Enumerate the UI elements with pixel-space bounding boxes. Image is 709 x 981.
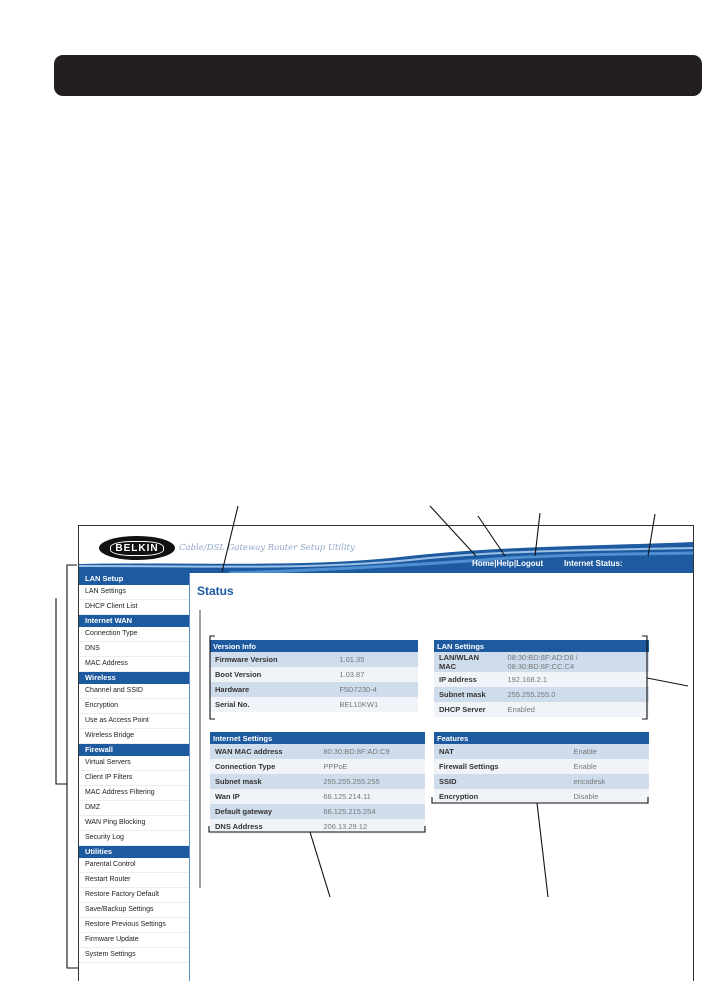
- sidebar-item[interactable]: WAN Ping Blocking: [79, 816, 189, 831]
- sidebar-item[interactable]: Connection Type: [79, 627, 189, 642]
- nav-separator: |: [513, 559, 517, 568]
- home-link[interactable]: Home: [472, 559, 495, 568]
- row-label: WAN MAC address: [210, 744, 318, 759]
- version-info-table: [210, 640, 418, 712]
- table-row: [210, 819, 425, 834]
- row-value: 1.03.87: [334, 667, 418, 682]
- row-label: SSID: [434, 774, 568, 789]
- row-value: 255.255.255.0: [502, 687, 649, 702]
- callout-bracket: [56, 598, 67, 784]
- internet-status-label: Internet Status:: [564, 559, 623, 568]
- sidebar-item[interactable]: Use as Access Point: [79, 714, 189, 729]
- sidebar-item[interactable]: Restore Previous Settings: [79, 918, 189, 933]
- table-row: [434, 759, 649, 774]
- row-value: 66.125.215.254: [318, 804, 425, 819]
- sidebar-item[interactable]: Restart Router: [79, 873, 189, 888]
- sidebar-item[interactable]: Security Log: [79, 831, 189, 846]
- callout-bracket: [67, 565, 78, 968]
- table-row: [434, 672, 649, 687]
- row-value: Enable: [568, 744, 649, 759]
- row-label: Default gateway: [210, 804, 318, 819]
- utility-header: [79, 526, 693, 573]
- table-row: [434, 702, 649, 717]
- table-row: [434, 687, 649, 702]
- row-label: Wan IP: [210, 789, 318, 804]
- row-value: 255.255.255.255: [318, 774, 425, 789]
- table-row: [210, 774, 425, 789]
- row-label: Subnet mask: [210, 774, 318, 789]
- table-row: [434, 652, 649, 672]
- sidebar-section-header: Wireless: [79, 672, 189, 684]
- table-row: [210, 789, 425, 804]
- row-value: F5D7230-4: [334, 682, 418, 697]
- table-row: [210, 652, 418, 667]
- table-title: Features: [434, 732, 649, 744]
- title-banner: [54, 55, 702, 96]
- row-label: DNS Address: [210, 819, 318, 834]
- row-label: LAN/WLAN MAC: [434, 652, 502, 672]
- page-title: Status: [197, 584, 234, 598]
- row-value: Enable: [568, 759, 649, 774]
- sidebar-item[interactable]: MAC Address: [79, 657, 189, 672]
- table-row: [210, 804, 425, 819]
- router-status-screenshot: [78, 525, 694, 981]
- logout-link[interactable]: Logout: [516, 559, 544, 568]
- utility-tagline: Cable/DSL Gateway Router Setup Utility: [179, 543, 355, 553]
- sidebar-item[interactable]: Parental Control: [79, 858, 189, 873]
- table-row: [210, 682, 418, 697]
- row-value: ericsdesk: [568, 774, 649, 789]
- sidebar-item[interactable]: LAN Settings: [79, 585, 189, 600]
- sidebar-item[interactable]: DMZ: [79, 801, 189, 816]
- lan-settings-table: [434, 640, 649, 717]
- row-label: Connection Type: [210, 759, 318, 774]
- row-value: 80:30:BD:8F:AD:C9: [318, 744, 425, 759]
- row-label: Firewall Settings: [434, 759, 568, 774]
- table-title: LAN Settings: [434, 640, 649, 652]
- help-link[interactable]: Help: [496, 559, 514, 568]
- nav-separator: |: [494, 559, 497, 568]
- row-label: Encryption: [434, 789, 568, 804]
- row-value: PPPoE: [318, 759, 425, 774]
- row-label: Subnet mask: [434, 687, 502, 702]
- sidebar-item[interactable]: DHCP Client List: [79, 600, 189, 615]
- internet-settings-table: [210, 732, 425, 834]
- sidebar-item[interactable]: DNS: [79, 642, 189, 657]
- row-value: Disable: [568, 789, 649, 804]
- sidebar-item[interactable]: Virtual Servers: [79, 756, 189, 771]
- table-row: [434, 789, 649, 804]
- table-row: [210, 667, 418, 682]
- top-nav: [472, 559, 543, 568]
- table-title: Internet Settings: [210, 732, 425, 744]
- row-value: Enabled: [502, 702, 649, 717]
- table-row: [434, 744, 649, 759]
- table-title: Version Info: [210, 640, 418, 652]
- sidebar-section-header: Firewall: [79, 744, 189, 756]
- row-label: Serial No.: [210, 697, 334, 712]
- row-value: BEL10KW1: [334, 697, 418, 712]
- sidebar-section-header: Utilities: [79, 846, 189, 858]
- sidebar-item[interactable]: Channel and SSID: [79, 684, 189, 699]
- table-row: [434, 774, 649, 789]
- table-row: [210, 759, 425, 774]
- belkin-logo: BELKIN: [99, 536, 175, 560]
- table-row: [210, 697, 418, 712]
- row-value: 206.13.29.12: [318, 819, 425, 834]
- sidebar-item[interactable]: Restore Factory Default: [79, 888, 189, 903]
- row-value: 1.01.35: [334, 652, 418, 667]
- sidebar-item[interactable]: Encryption: [79, 699, 189, 714]
- sidebar-menu: [79, 573, 190, 981]
- sidebar-item[interactable]: MAC Address Filtering: [79, 786, 189, 801]
- sidebar-item[interactable]: Client IP Filters: [79, 771, 189, 786]
- row-label: Firmware Version: [210, 652, 334, 667]
- row-value: 192.168.2.1: [502, 672, 649, 687]
- sidebar-section-header: Internet WAN: [79, 615, 189, 627]
- sidebar-item[interactable]: System Settings: [79, 948, 189, 963]
- row-value: 66.125.214.11: [318, 789, 425, 804]
- row-label: DHCP Server: [434, 702, 502, 717]
- row-value: 08:30:BD:8F:AD:D8 / 08:30:BD:8F:CC:C4: [502, 652, 649, 672]
- features-table: [434, 732, 649, 804]
- sidebar-item[interactable]: Firmware Update: [79, 933, 189, 948]
- sidebar-item[interactable]: Wireless Bridge: [79, 729, 189, 744]
- row-label: IP address: [434, 672, 502, 687]
- row-label: Boot Version: [210, 667, 334, 682]
- row-label: NAT: [434, 744, 568, 759]
- sidebar-section-header: LAN Setup: [79, 573, 189, 585]
- row-label: Hardware: [210, 682, 334, 697]
- table-row: [210, 744, 425, 759]
- sidebar-item[interactable]: Save/Backup Settings: [79, 903, 189, 918]
